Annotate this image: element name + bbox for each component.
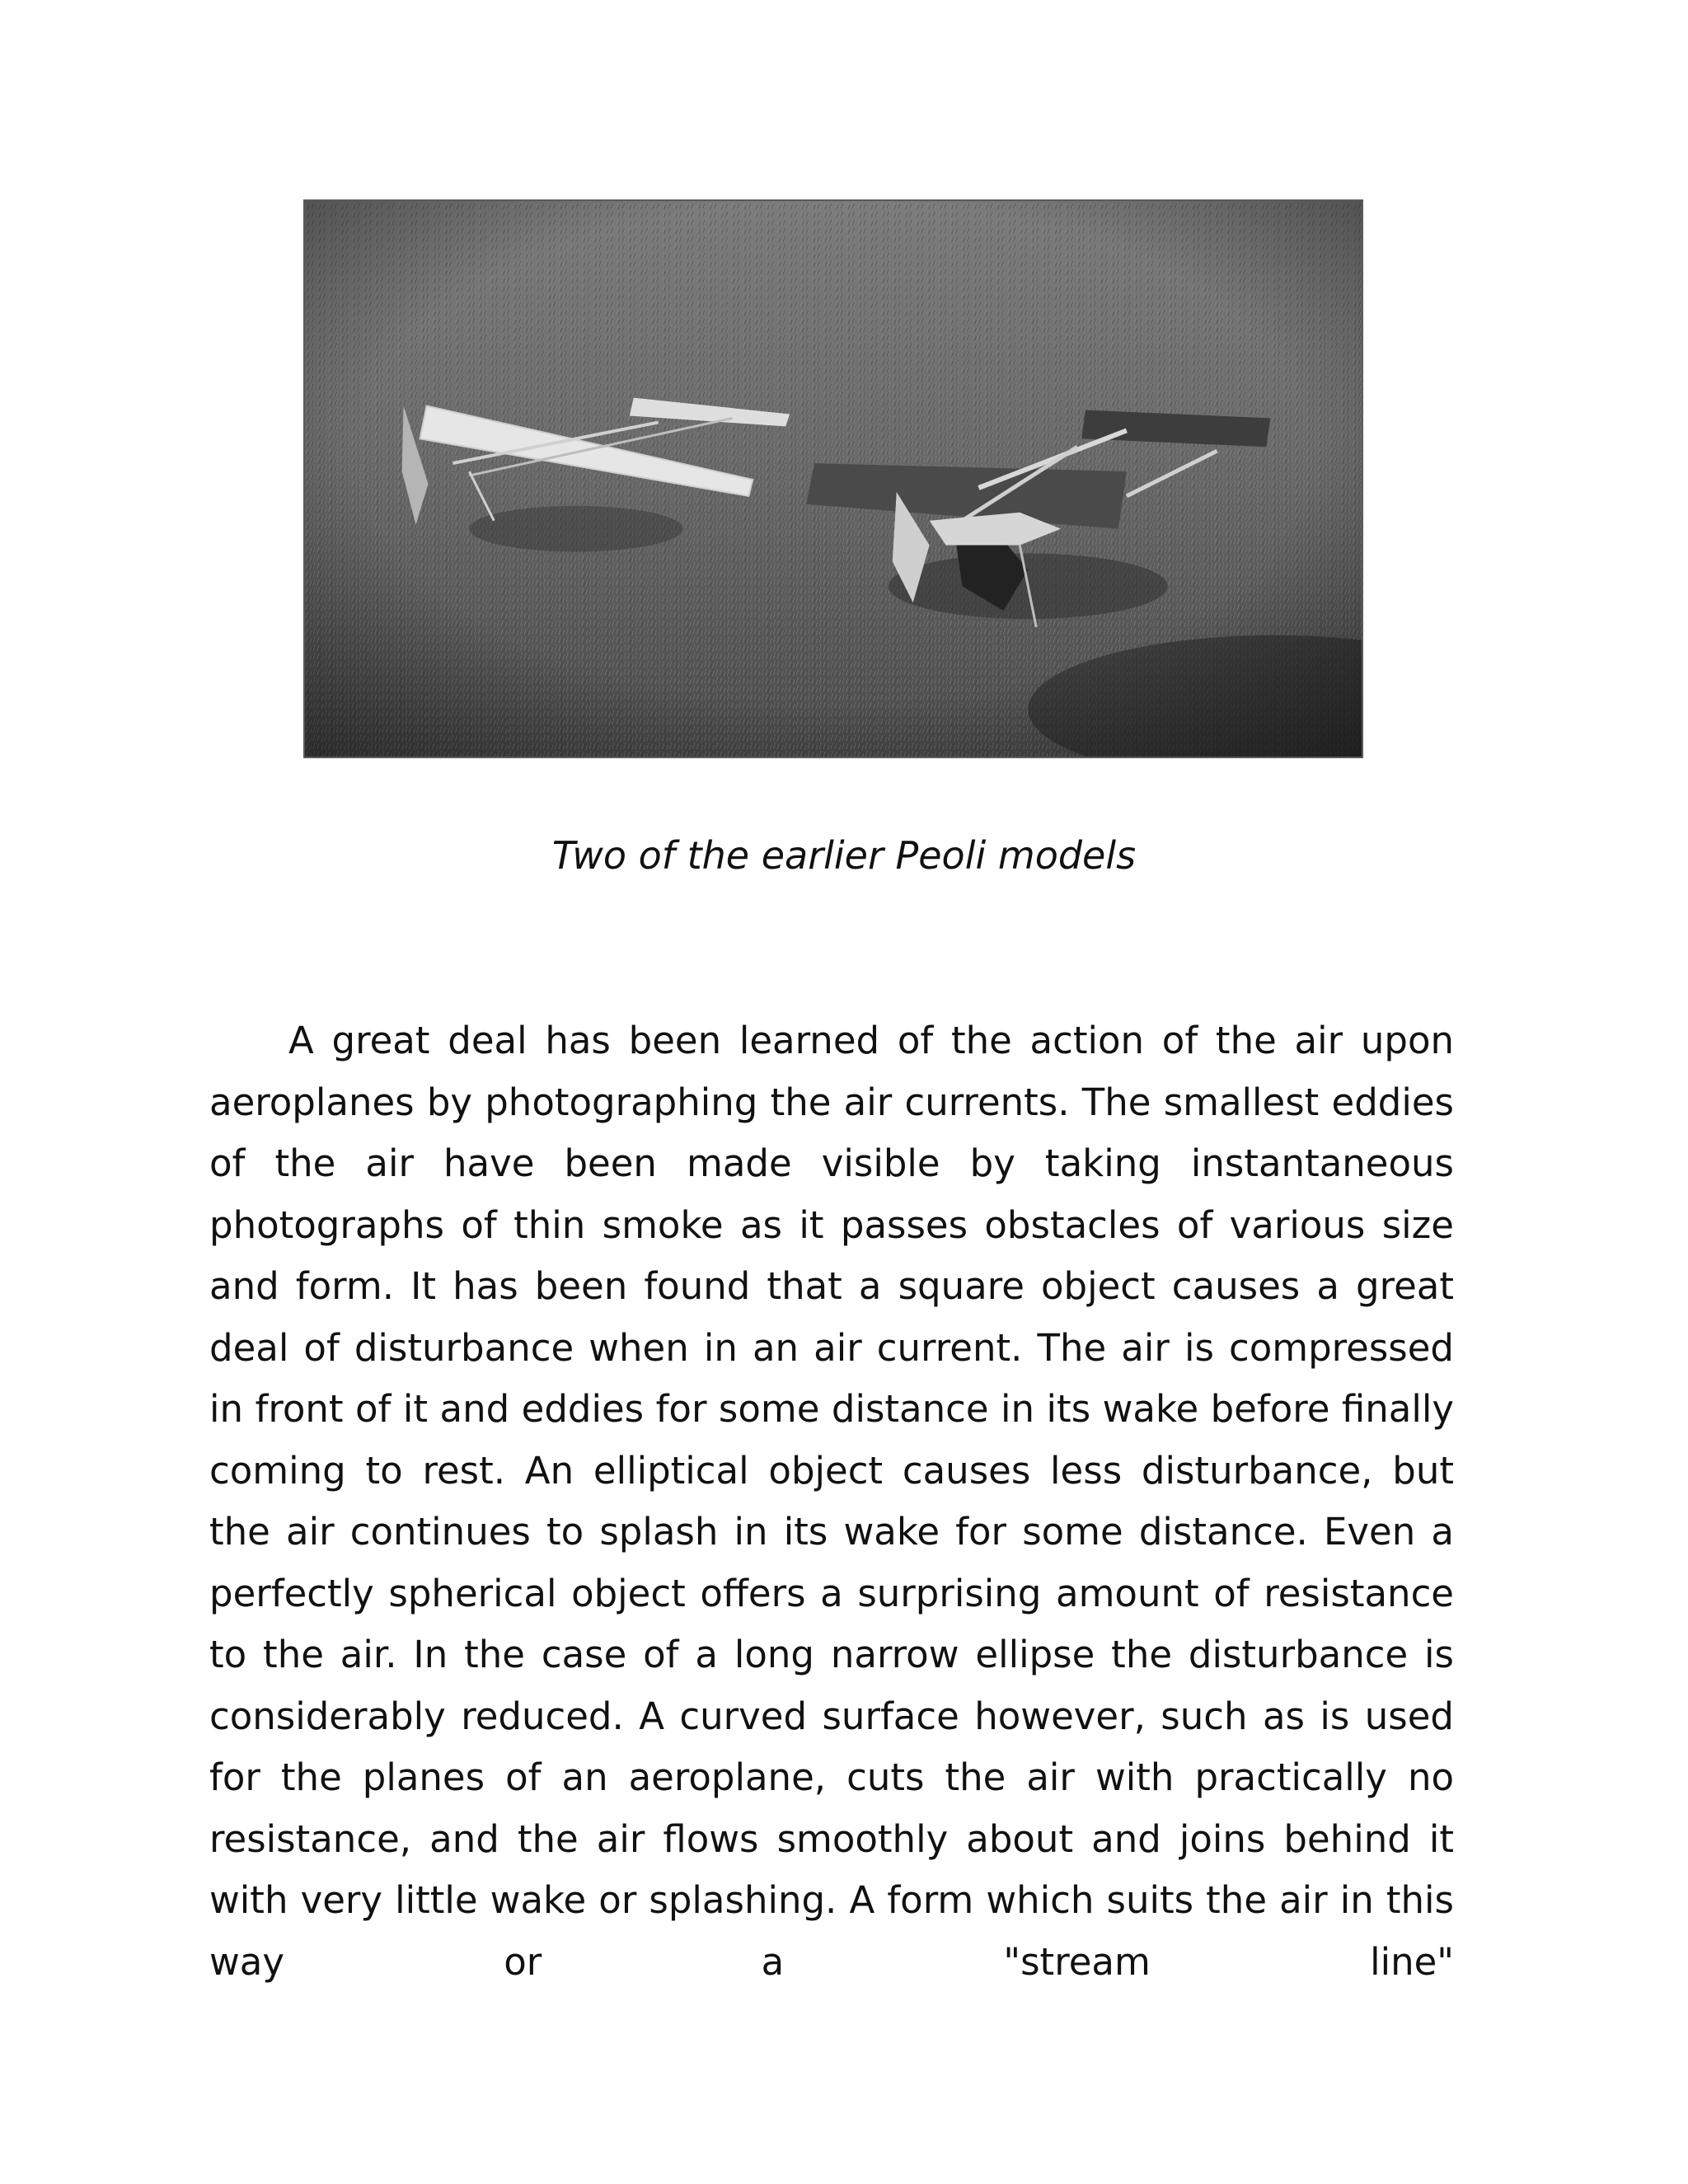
figure-caption: Two of the earlier Peoli models	[551, 833, 1137, 878]
model-aeroplanes-photo	[303, 199, 1363, 758]
photo-illustration	[305, 201, 1362, 757]
body-paragraph: A great deal has been learned of the action of the air upon aeroplanes by photographing the air currents. The smallest eddies of the air have been made visible by taking instantaneous photographs of thin smoke as it passes obstacles of various size and form. It has been found that a square object causes a great deal of disturbance when in an air current. The air is compressed in front of it and eddies for some distance in its wake before finally coming to rest. An elliptical object causes less disturbance, but the air continues to splash in its wake for some distance. Even a perfectly spherical object offers a surprising amount of resistance to the air. In the case of a long narrow ellipse the disturbance is considerably reduced. A curved surface however, such as is used for the planes of an aeroplane, cuts the air with practically no resistance, and the air flows smoothly about and joins behind it with very little wake or splashing. A form which suits the air in this way or a "stream line"	[209, 1019, 1454, 1984]
